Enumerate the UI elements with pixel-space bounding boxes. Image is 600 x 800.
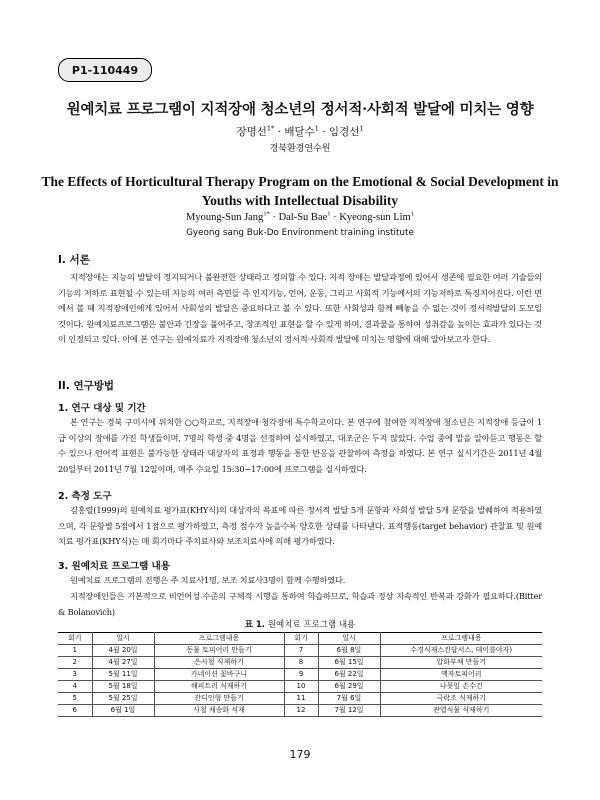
korean-title: 원예치료 프로그램이 지적장애 청소년의 정서적·사회적 발달에 미치는 영향 [66, 101, 534, 118]
table-cell: 6월 15일 [318, 657, 380, 669]
english-authors [0, 212, 600, 223]
table-cell: 7 [284, 645, 318, 657]
author-separator: · [274, 126, 285, 138]
table-cell: 6 [58, 705, 92, 717]
korean-authors [0, 124, 600, 139]
author-affiliation-mark: 1 [314, 124, 319, 133]
table-cell: 2 [58, 657, 92, 669]
header-date: 일시 [318, 633, 380, 645]
table-cell: 6월 22일 [318, 669, 380, 681]
table-row [58, 657, 542, 669]
table-cell: 12 [284, 705, 318, 717]
table-row [58, 705, 542, 717]
header-date: 일시 [92, 633, 154, 645]
english-title-line-2: Youths with Intellectual Disability [201, 193, 399, 208]
table-cell: 해피트리 식재하기 [154, 681, 284, 693]
program-paragraph-2: 지적장애인들은 기본적으로 비언어성 수준의 구체적 시행을 통하여 학습하므로, 학습과 정상 지속적인 반복과 강화가 필요하다.(Bitter & Bolanovich) [58, 591, 542, 617]
table-cell: 6월 29일 [318, 681, 380, 693]
table-caption-label: 표 1. [244, 620, 266, 630]
author-affiliation-mark: 1 [410, 210, 414, 218]
author-name: 배달수 [284, 126, 315, 138]
subsection-heading-instruments: 2. 측정 도구 [58, 491, 112, 502]
header-session: 회기 [58, 633, 92, 645]
author-separator: · [318, 126, 329, 138]
table-row [58, 693, 542, 705]
table-cell: 6월 8일 [318, 645, 380, 657]
table-cell: 3 [58, 669, 92, 681]
author-affiliation-mark: 1* [263, 210, 270, 218]
table-cell: 압화부채 만들기 [380, 657, 542, 669]
table-cell: 사철 채송화 식재 [154, 705, 284, 717]
table-cell: 4 [58, 681, 92, 693]
program-paragraph-1: 원예치료 프로그램의 진행은 주 치료사1명, 보조 치료사3명이 함께 수행하였다. [70, 575, 346, 585]
table-header-row [58, 633, 542, 645]
table-cell: 4월 20일 [92, 645, 154, 657]
header-program: 프로그램내용 [154, 633, 284, 645]
english-title-line-1: The Effects of Horticultural Therapy Program on the Emotional & Social Development in [41, 174, 559, 189]
section-heading-intro: I. 서론 [58, 254, 90, 266]
table-cell: 7월 12일 [318, 705, 380, 717]
table-cell: 수경식재스킨답서스, 테이블야자) [380, 645, 542, 657]
author-separator: · [330, 212, 340, 223]
table-row [58, 645, 542, 657]
author-affiliation-mark: 1* [266, 124, 275, 133]
table-cell: 11 [284, 693, 318, 705]
table-cell: 5월 25일 [92, 693, 154, 705]
subsection-heading-program: 3. 원예치료 프로그램 내용 [58, 561, 170, 572]
table-cell: 극락조 식재하기 [380, 693, 542, 705]
table-cell: 관엽식물 식재하기 [380, 705, 542, 717]
korean-affiliation: 경북환경연수원 [269, 144, 331, 154]
subsection-heading-subjects: 1. 연구 대상 및 기간 [58, 403, 146, 414]
table-cell: 잔디인형 만들기 [154, 693, 284, 705]
table-cell: 5 [58, 693, 92, 705]
table-cell: 액자토피어리 [380, 669, 542, 681]
header-session: 회기 [284, 633, 318, 645]
table-cell: 5월 11일 [92, 669, 154, 681]
author-name: 장명선 [236, 126, 267, 138]
author-name: Kyeong-sun Lim [339, 212, 411, 223]
page-number: 179 [289, 748, 311, 761]
table-cell: 8 [284, 657, 318, 669]
header-program: 프로그램내용 [380, 633, 542, 645]
table-cell: 동물 토피어리 만들기 [154, 645, 284, 657]
table-cell: 6월 1일 [92, 705, 154, 717]
table-cell: 5월 18일 [92, 681, 154, 693]
english-title [40, 172, 560, 210]
table-cell: 7월 6일 [318, 693, 380, 705]
table-cell: 9 [284, 669, 318, 681]
intro-paragraph: 지적장애는 지능의 발달이 정지되거나 불완전한 상태라고 정의할 수 있다. 지적 장애는 발달과정에 있어서 생존에 필요한 여러 기술들의 기능의 저하로 표현될 수 있는데 지능의 여러 측면들 즉 인지기능, 언어, 운동, 그리고 사회적 기능에서의 기능저하로 특징지어진다. 이런 면에서 볼 때 지적장애인에게 있어서 사회성의 발달은 중요하다고 볼 수 있다. 또한 사회성과 함께 빼놓을 수 없는 것이 정서적발달의 도모일 것이다. 원예치료프로그램은 불안과 긴장을 풀어주고, 창조적인 표현을 할 수 있게 하며, 결과물을 통하여 성취감을 높이는 효과가 있다는 것이 인정되고 있다. 이에 본 연구는 원예치료가 지적장애 청소년의 정서적·사회적 발달에 미치는 영향에 대해 알아보고자 한다. [58, 272, 542, 344]
author-affiliation-mark: 1 [327, 210, 331, 218]
table-row [58, 681, 542, 693]
table-cell: 1 [58, 645, 92, 657]
section-heading-methods: II. 연구방법 [58, 380, 115, 392]
author-affiliation-mark: 1 [359, 124, 364, 133]
subjects-paragraph: 본 연구는 경북 구미시에 위치한 ○○학교로, 지적장애·청각장애 특수학교이다. 본 연구에 참여한 지적장애 청소년은 지적장애 등급이 1급 이상의 장애를 가진 학생들이며, 7명의 학생 중 4명을 선정하여 실시하였고, 대조군은 두지 않았다. 수업 중에 말을 알아듣고 행동은 할 수 있으나 언어적 표현은 불가능한 상태라 대상자의 표정과 행동을 통한 반응을 관찰하여 측정을 하였다. 본 연구 실시기간은 2011년 4월 20일부터 2011년 7월 12일이며, 매주 수요일 15:30~17:00에 프로그램을 실시하였다. [58, 417, 542, 474]
author-name: Dal-Su Bae [278, 212, 328, 223]
table-cell: 은사철 식재하기 [154, 657, 284, 669]
poster-id-badge: P1-110449 [58, 58, 152, 82]
instruments-paragraph: 김홍렬(1999)의 원예치료 평가표(KHY식)의 대상자의 목표에 따른 정서적 발달 5개 문항과 사회성 발달 5개 문항을 발췌하여 적용하였으며, 각 문항별 5점에서 1점으로 평가하였고, 측정 점수가 높을수록 양호한 상태를 나타낸다. 표적행동(target behavior) 관찰표 및 원예치료 평가표(KHY식)는 매 회기마다 주치료사와 보조치료사에 의해 평가하였다. [58, 505, 542, 546]
author-separator: · [269, 212, 279, 223]
table-cell: 나뭇잎 손수건 [380, 681, 542, 693]
table-caption-text: 원예치료 프로그램 내용 [267, 620, 356, 630]
table-cell: 10 [284, 681, 318, 693]
author-name: 임경선 [328, 126, 360, 138]
english-affiliation: Gyeong sang Buk-Do Environment training institute [186, 228, 414, 238]
table-row [58, 669, 542, 681]
table-cell: 4월 27일 [92, 657, 154, 669]
program-table [58, 632, 542, 717]
table-cell: 카네이션 꽃바구니 [154, 669, 284, 681]
table-caption [0, 618, 600, 630]
author-name: Myoung-Sun Jang [186, 212, 264, 223]
